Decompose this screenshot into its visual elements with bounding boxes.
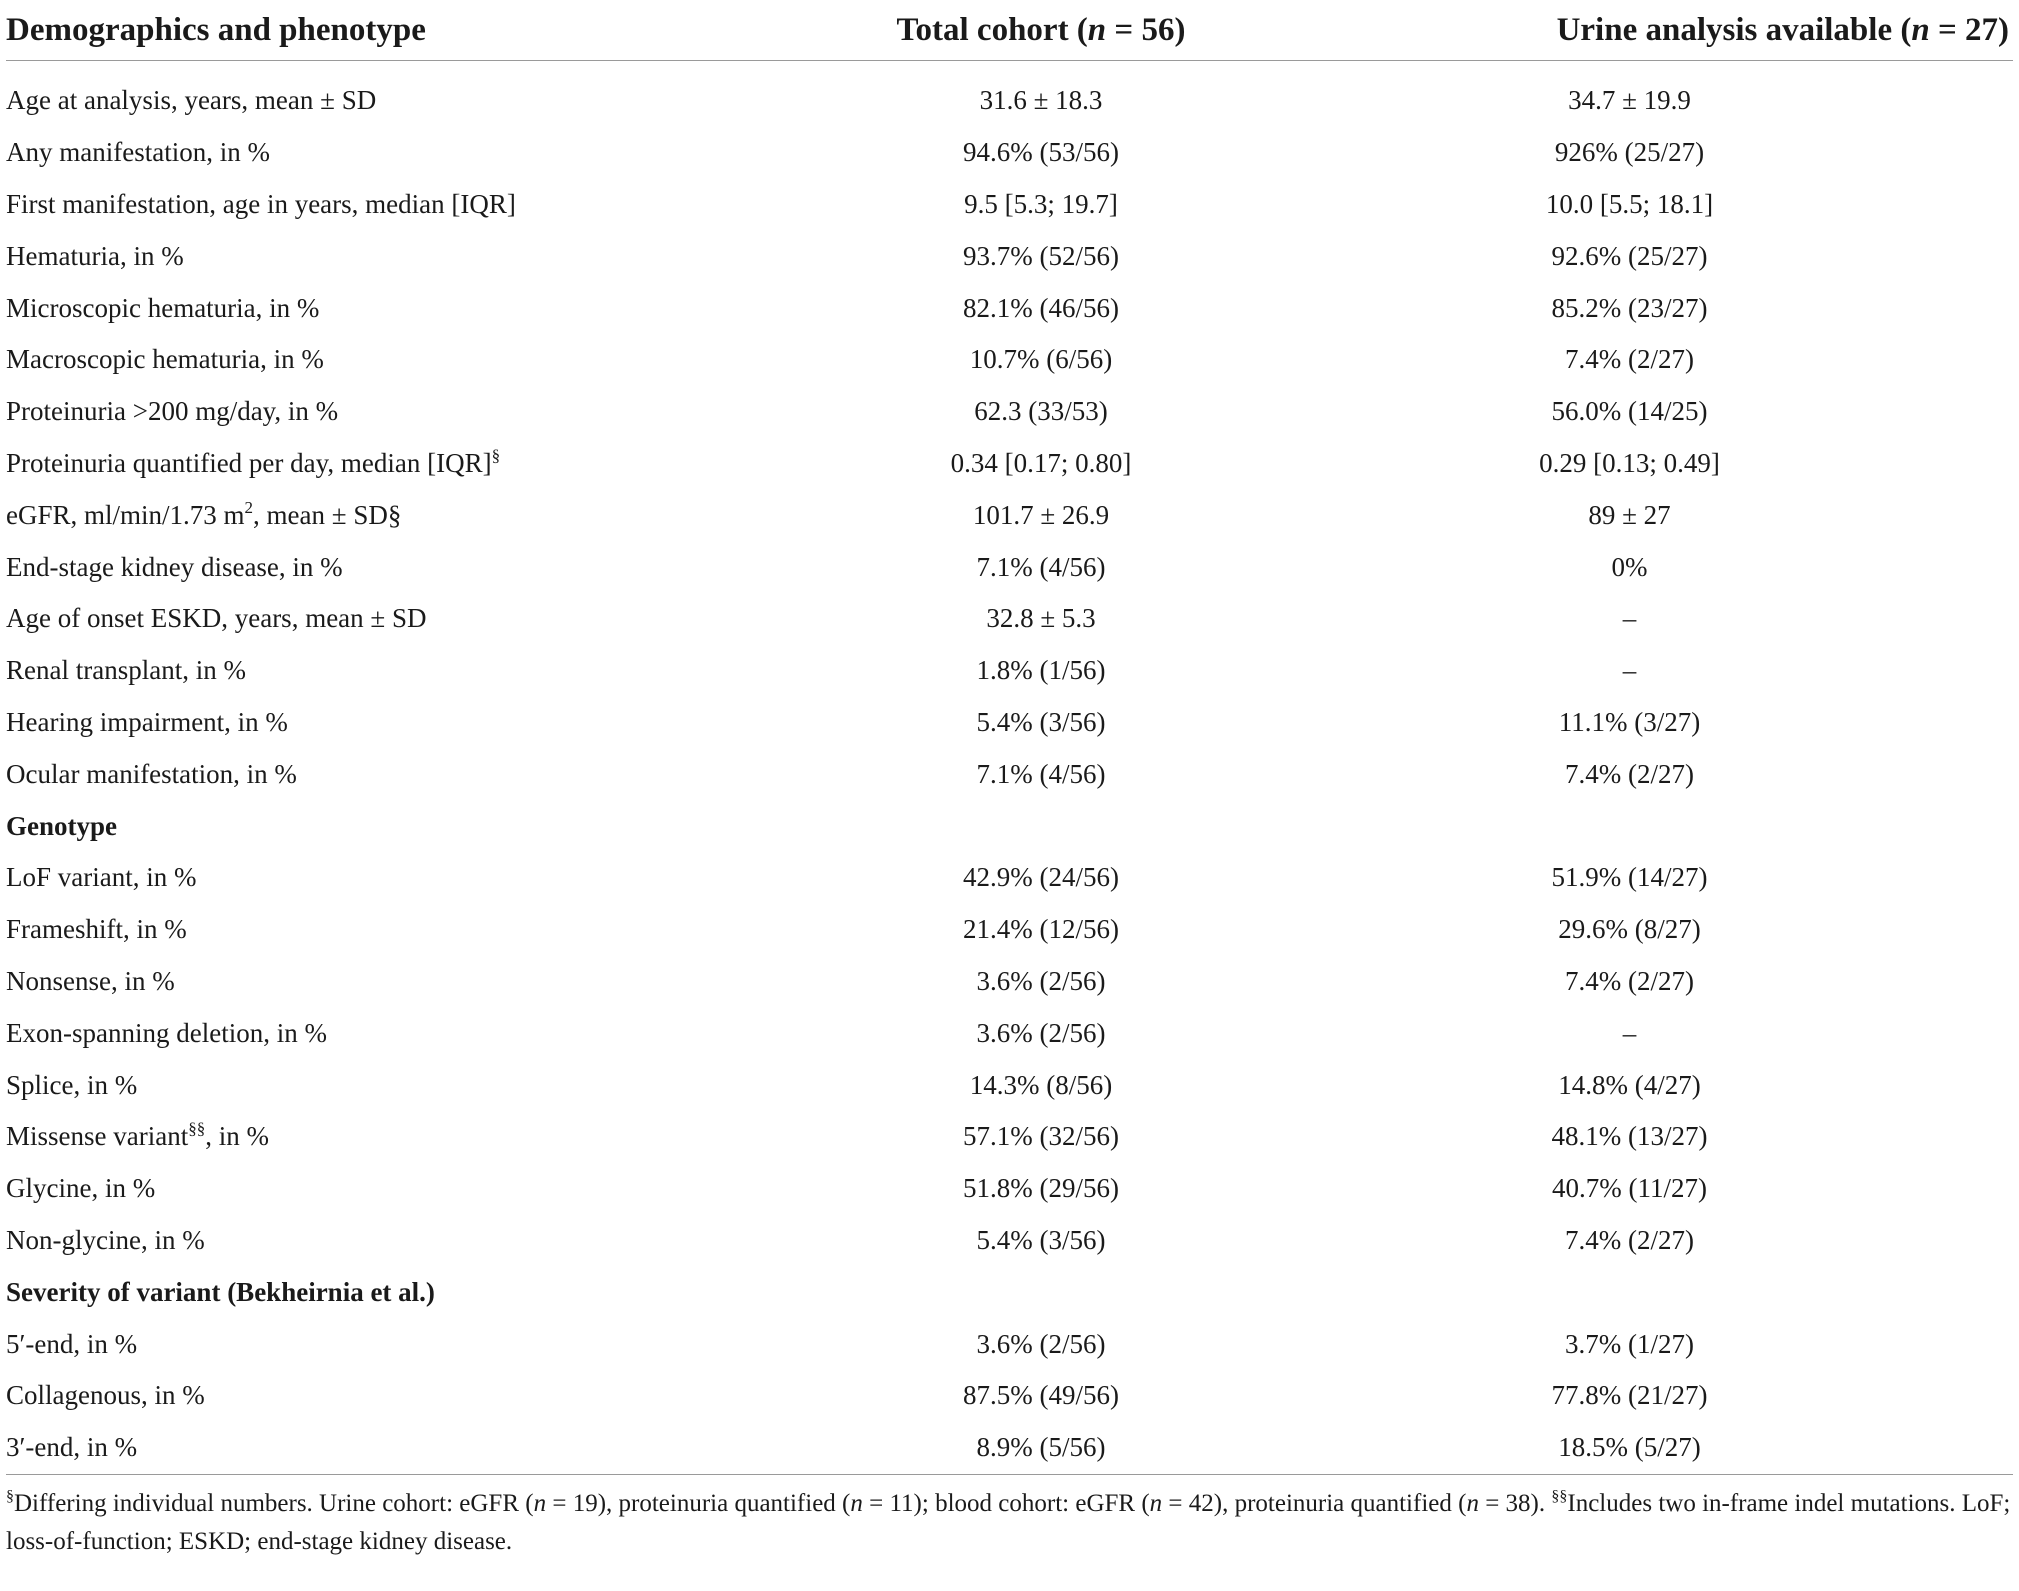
- header-demographics: Demographics and phenotype: [6, 0, 836, 61]
- section-title: Genotype: [6, 810, 117, 841]
- table-row: [6, 1215, 2013, 1267]
- footnote-mark: §: [491, 445, 501, 465]
- table-row: [6, 904, 2013, 956]
- table-row: [6, 1111, 2013, 1163]
- total-cohort-value: 10.7% (6/56): [969, 344, 1113, 375]
- table-row: [6, 386, 2013, 438]
- row-label: Nonsense, in %: [6, 965, 175, 996]
- urine-value: 0%: [1611, 551, 1648, 582]
- row-label: Non-glycine, in %: [6, 1224, 205, 1255]
- urine-value: –: [1622, 1017, 1637, 1048]
- row-label: Hematuria, in %: [6, 240, 184, 271]
- total-cohort-value: 14.3% (8/56): [969, 1069, 1113, 1100]
- row-label: Age of onset ESKD, years, mean ± SD: [6, 603, 427, 634]
- total-cohort-value: 9.5 [5.3; 19.7]: [964, 188, 1118, 219]
- urine-value: 85.2% (23/27): [1551, 292, 1708, 323]
- section-title: Severity of variant (Bekheirnia et al.): [6, 1276, 435, 1307]
- urine-value: 18.5% (5/27): [1246, 1422, 2013, 1474]
- row-label: eGFR, ml/min/1.73 $m^2$, mean ± SD§: [6, 497, 402, 530]
- table-row: [6, 230, 2013, 282]
- table-row: [6, 282, 2013, 334]
- row-label: Microscopic hematuria, in %: [6, 292, 320, 323]
- row-label: Frameshift, in %: [6, 914, 187, 945]
- row-label: 3′-end, in %: [6, 1422, 836, 1474]
- urine-value: 40.7% (11/27): [1552, 1173, 1707, 1204]
- table-row: [6, 438, 2013, 490]
- table-row: [6, 1370, 2013, 1422]
- table-row: [6, 645, 2013, 697]
- table-row: [6, 489, 2013, 541]
- urine-value: 51.9% (14/27): [1551, 862, 1708, 893]
- table-row: [6, 748, 2013, 800]
- footnote-mark: §: [6, 1487, 14, 1505]
- footnote-mark: §§: [1551, 1487, 1568, 1505]
- section-header-severity: [6, 1266, 2013, 1318]
- row-label: Age at analysis, years, mean ± SD: [6, 85, 377, 116]
- table-footnote: §Differing individual numbers. Urine cohort: eGFR (n = 19), proteinuria quantified (n = 11); blood cohort: eGFR (n = 42), proteinuria quantified (n = 38). §§Includes two in-frame indel mutations. LoF; loss-of-function; ESKD; end-stage kidney disease.: [6, 1487, 2011, 1555]
- row-label: Splice, in %: [6, 1069, 138, 1100]
- urine-value: 10.0 [5.5; 18.1]: [1545, 188, 1714, 219]
- urine-value: 34.7 ± 19.9: [1568, 85, 1691, 116]
- total-cohort-value: 3.6% (2/56): [976, 1017, 1106, 1048]
- table-row: [6, 1163, 2013, 1215]
- footnote-mark: §§: [188, 1119, 206, 1139]
- total-cohort-value: 7.1% (4/56): [976, 551, 1106, 582]
- urine-value: 7.4% (2/27): [1565, 344, 1694, 375]
- row-label: Proteinuria >200 mg/day, in %: [6, 396, 339, 427]
- total-cohort-value: 5.4% (3/56): [976, 1224, 1106, 1255]
- urine-value: 7.4% (2/27): [1565, 758, 1694, 789]
- urine-value: 92.6% (25/27): [1551, 240, 1708, 271]
- table-row: [6, 334, 2013, 386]
- total-cohort-value: 5.4% (3/56): [976, 706, 1106, 737]
- total-cohort-value: 93.7% (52/56): [963, 240, 1119, 271]
- total-cohort-value: 1.8% (1/56): [976, 655, 1106, 686]
- row-label: Missense variant§§, in %: [6, 1119, 269, 1152]
- row-label: Glycine, in %: [6, 1173, 156, 1204]
- total-cohort-value: 94.6% (53/56): [963, 137, 1119, 168]
- table-row: [6, 1007, 2013, 1059]
- total-cohort-value: 62.3 (33/53): [974, 396, 1108, 427]
- total-cohort-value: 87.5% (49/56): [963, 1380, 1119, 1411]
- table-row: [6, 75, 2013, 127]
- total-cohort-value: 0.34 [0.17; 0.80]: [950, 447, 1132, 478]
- results-table: [6, 0, 2013, 1475]
- urine-value: 7.4% (2/27): [1565, 965, 1694, 996]
- total-cohort-value: 32.8 ± 5.3: [986, 603, 1096, 634]
- row-label: Hearing impairment, in %: [6, 706, 288, 737]
- total-cohort-value: 101.7 ± 26.9: [972, 499, 1110, 530]
- row-label: Collagenous, in %: [6, 1380, 205, 1411]
- total-cohort-value: 7.1% (4/56): [976, 758, 1106, 789]
- row-label: LoF variant, in %: [6, 862, 197, 893]
- table-row: [6, 179, 2013, 231]
- row-label: Proteinuria quantified per day, median [IQR]§: [6, 445, 501, 478]
- header-urine-analysis: Urine analysis available (n = 27): [1246, 0, 2013, 61]
- urine-value: 0.29 [0.13; 0.49]: [1539, 447, 1720, 478]
- total-cohort-value: 31.6 ± 18.3: [979, 85, 1103, 116]
- urine-value: –: [1622, 655, 1637, 686]
- row-label: Ocular manifestation, in %: [6, 758, 297, 789]
- urine-value: 3.7% (1/27): [1565, 1328, 1694, 1359]
- section-header-genotype: [6, 800, 2013, 852]
- total-cohort-value: 21.4% (12/56): [963, 914, 1119, 945]
- row-label: 5′-end, in %: [6, 1328, 138, 1359]
- table-row: [6, 1422, 2013, 1474]
- total-cohort-value: 57.1% (32/56): [963, 1121, 1119, 1152]
- table-row: [6, 127, 2013, 179]
- row-label: Any manifestation, in %: [6, 137, 270, 168]
- table-row: [6, 1059, 2013, 1111]
- header-row: [6, 0, 2013, 61]
- superscript: 2: [244, 497, 254, 517]
- urine-value: 56.0% (14/25): [1551, 396, 1708, 427]
- table-row: [6, 697, 2013, 749]
- header-total-cohort: Total cohort (n = 56): [836, 0, 1246, 61]
- row-label: End-stage kidney disease, in %: [6, 551, 343, 582]
- urine-value: 14.8% (4/27): [1558, 1069, 1701, 1100]
- total-cohort-value: 3.6% (2/56): [976, 1328, 1106, 1359]
- row-label: Macroscopic hematuria, in %: [6, 344, 324, 375]
- urine-value: 77.8% (21/27): [1551, 1380, 1708, 1411]
- urine-value: 48.1% (13/27): [1551, 1121, 1708, 1152]
- table-row: [6, 852, 2013, 904]
- row-label: Renal transplant, in %: [6, 655, 246, 686]
- urine-value: 926% (25/27): [1554, 137, 1705, 168]
- table-row: [6, 593, 2013, 645]
- urine-value: 29.6% (8/27): [1558, 914, 1701, 945]
- urine-value: 7.4% (2/27): [1565, 1224, 1694, 1255]
- row-label: First manifestation, age in years, median [IQR]: [6, 188, 516, 219]
- urine-value: 11.1% (3/27): [1558, 706, 1701, 737]
- table-row: [6, 1318, 2013, 1370]
- urine-value: 89 ± 27: [1588, 499, 1671, 530]
- total-cohort-value: 8.9% (5/56): [836, 1422, 1246, 1474]
- table-row: [6, 541, 2013, 593]
- total-cohort-value: 82.1% (46/56): [963, 292, 1119, 323]
- total-cohort-value: 3.6% (2/56): [976, 965, 1106, 996]
- total-cohort-value: 51.8% (29/56): [963, 1173, 1119, 1204]
- row-label: Exon-spanning deletion, in %: [6, 1017, 327, 1048]
- table-row: [6, 956, 2013, 1008]
- urine-value: –: [1622, 603, 1637, 634]
- total-cohort-value: 42.9% (24/56): [963, 862, 1119, 893]
